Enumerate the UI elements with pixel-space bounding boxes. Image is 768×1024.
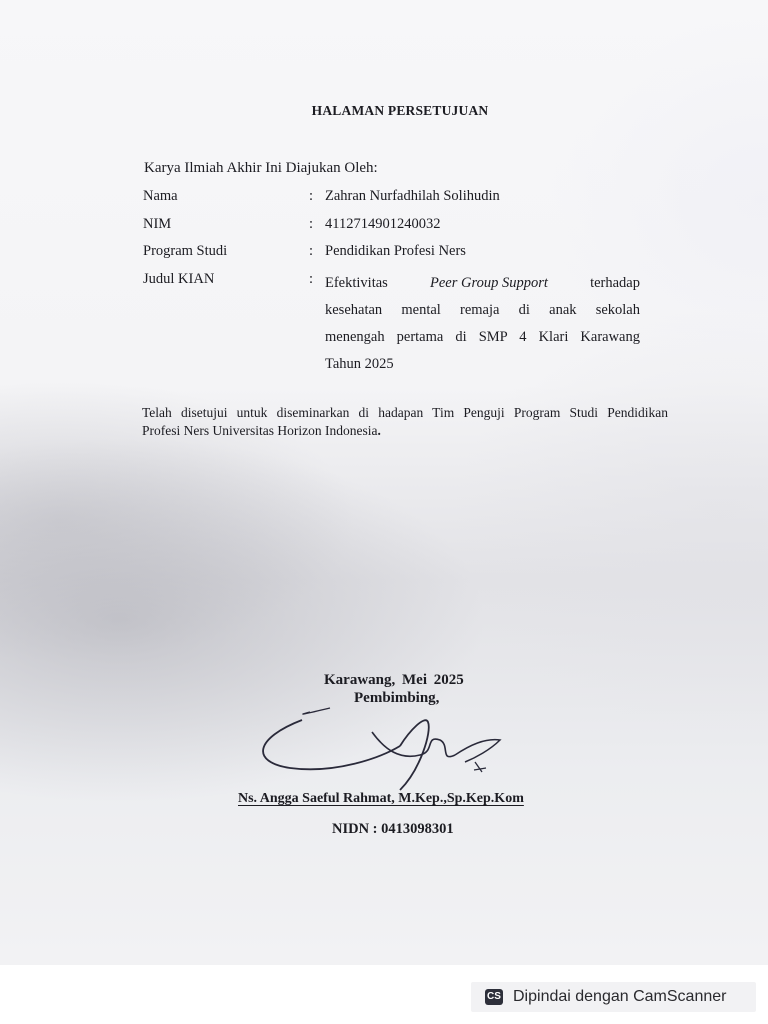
thesis-title-line <box>325 270 640 297</box>
thesis-title-line <box>325 324 640 351</box>
camscanner-logo-icon: CS <box>485 989 503 1005</box>
field-colon: : <box>309 243 314 259</box>
field-colon: : <box>309 188 314 204</box>
thesis-title-line <box>325 297 640 324</box>
camscanner-watermark <box>471 982 756 1012</box>
thesis-title-italic: Peer Group Support <box>430 275 548 291</box>
thesis-title-word: terhadap <box>590 275 640 291</box>
field-value-nim: 4112714901240032 <box>325 216 441 232</box>
camscanner-label: Dipindai dengan CamScanner <box>513 988 727 1005</box>
thesis-title-word: Efektivitas <box>325 275 388 291</box>
approval-statement <box>142 404 668 440</box>
thesis-title <box>325 270 640 378</box>
field-label-nim: NIM <box>143 216 172 232</box>
field-value-nama: Zahran Nurfadhilah Solihudin <box>325 188 500 204</box>
approval-line <box>142 422 668 440</box>
field-colon: : <box>309 271 314 287</box>
thesis-title-text: Tahun 2025 <box>325 356 394 372</box>
advisor-nidn: NIDN : 0413098301 <box>332 821 454 837</box>
thesis-title-text: menengah pertama di SMP 4 Klari Karawang <box>325 329 640 345</box>
thesis-title-line <box>325 351 640 378</box>
thesis-title-text: kesehatan mental remaja di anak sekolah <box>325 302 640 318</box>
sentence-end: . <box>377 423 381 438</box>
field-label-program-studi: Program Studi <box>143 243 228 259</box>
field-label-nama: Nama <box>143 188 178 204</box>
intro-text: Karya Ilmiah Akhir Ini Diajukan Oleh: <box>144 160 378 176</box>
place-date: Karawang, Mei 2025 <box>324 672 464 688</box>
advisor-role: Pembimbing, <box>354 690 440 706</box>
handwritten-signature <box>250 700 520 800</box>
institution-name: Profesi Ners Universitas Horizon Indonesia <box>142 423 378 438</box>
field-label-judul: Judul KIAN <box>143 271 215 287</box>
approval-line: Telah disetujui untuk diseminarkan di hadapan Tim Penguji Program Studi Pendidikan <box>142 405 668 420</box>
page-title: HALAMAN PERSETUJUAN <box>311 103 489 118</box>
field-colon: : <box>309 216 314 232</box>
field-value-program-studi: Pendidikan Profesi Ners <box>325 243 466 259</box>
advisor-name: Ns. Angga Saeful Rahmat, M.Kep.,Sp.Kep.Kom <box>238 791 524 806</box>
